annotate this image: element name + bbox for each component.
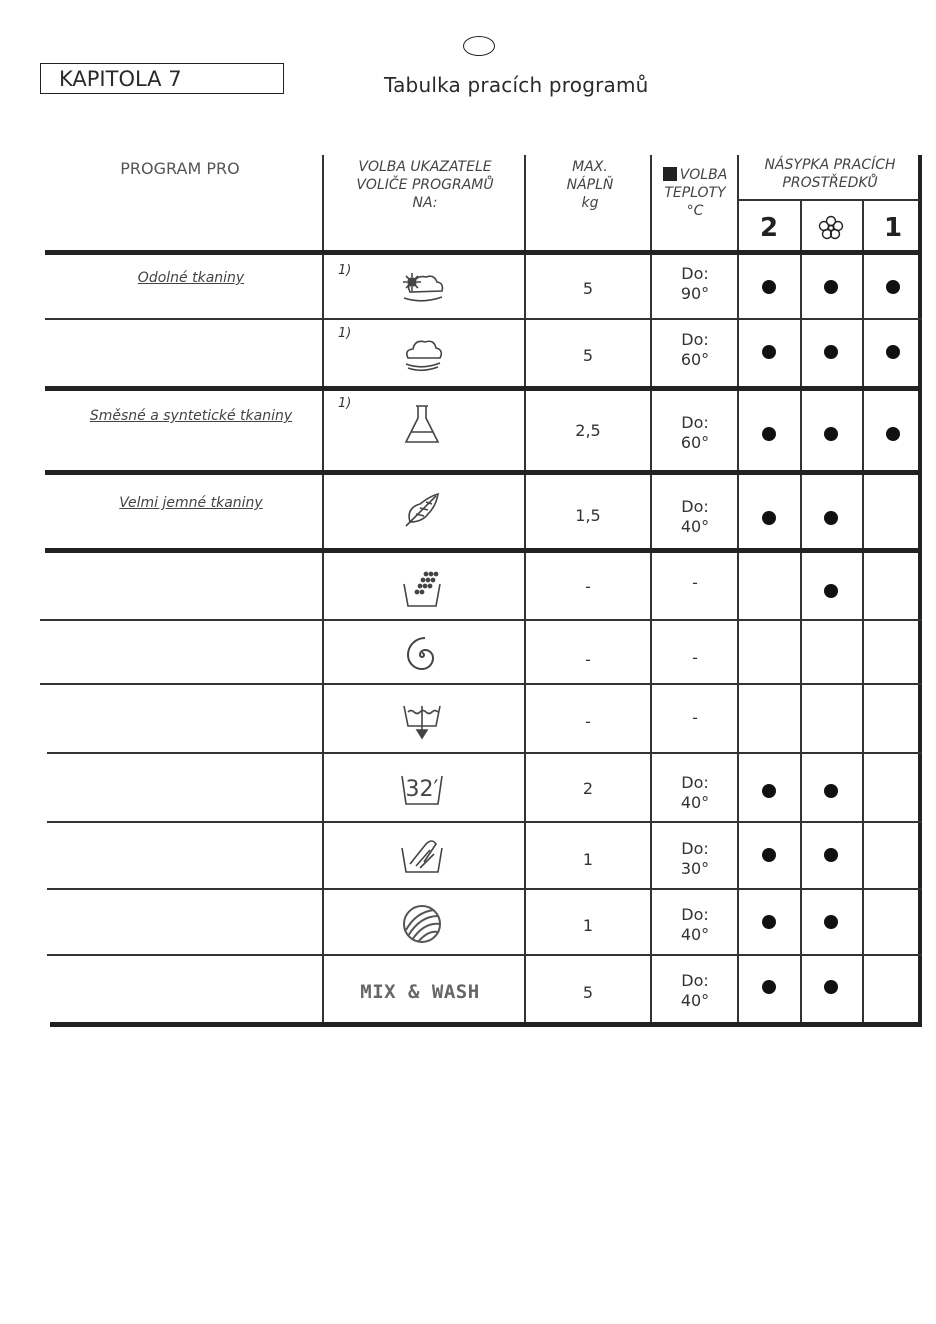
max-load-value: 1,5 xyxy=(575,506,601,525)
header-temp-line1: VOLBA xyxy=(679,167,728,183)
header-load-line1: MAX. xyxy=(572,159,608,175)
header-load-line2: NÁPLŇ xyxy=(566,177,614,193)
synthetics-flask-icon xyxy=(396,402,448,446)
dispenser-dot xyxy=(762,848,776,862)
grid-line xyxy=(47,888,922,890)
max-load-value: - xyxy=(585,577,591,596)
temperature-max: 90° xyxy=(680,284,710,303)
temperature-max: 40° xyxy=(680,793,710,812)
dispenser-dot xyxy=(762,345,776,359)
grid-line xyxy=(918,155,922,1027)
grid-line xyxy=(45,250,922,255)
dispenser-dot xyxy=(824,511,838,525)
temperature-prefix: Do: xyxy=(681,264,709,283)
header-load xyxy=(530,158,650,212)
grid-line xyxy=(45,548,922,553)
grid-line xyxy=(47,954,922,956)
program-name: Odolné tkaniny xyxy=(137,270,245,286)
intensive-wash-icon xyxy=(396,262,448,306)
dispenser-dot xyxy=(824,980,838,994)
grid-line xyxy=(862,199,864,1024)
header-load-line3: kg xyxy=(581,195,599,211)
quick-32-icon-text: 32′ xyxy=(405,777,439,802)
temperature-value xyxy=(652,413,738,453)
grid-line xyxy=(40,683,922,685)
program-name: Velmi jemné tkaniny xyxy=(119,495,263,511)
temperature-prefix: Do: xyxy=(681,413,709,432)
temperature-value xyxy=(652,497,738,537)
temperature-prefix: Do: xyxy=(681,773,709,792)
temperature-value xyxy=(652,648,738,668)
temperature-max: 60° xyxy=(680,433,710,452)
dispenser-dot xyxy=(824,427,838,441)
header-dispenser-line1: NÁSYPKA PRACÍCH xyxy=(764,157,896,173)
dispenser-dot xyxy=(762,784,776,798)
temperature-value xyxy=(652,971,738,1011)
max-load-value: 1 xyxy=(582,916,594,935)
header-dispenser-line2: PROSTŘEDKŮ xyxy=(782,175,878,191)
temperature-value xyxy=(652,839,738,879)
temperature-value xyxy=(652,773,738,813)
temperature-max: - xyxy=(692,573,698,592)
temperature-value xyxy=(652,264,738,304)
temperature-prefix: Do: xyxy=(681,905,709,924)
grid-line xyxy=(800,199,802,1024)
grid-line xyxy=(47,752,922,754)
footnote-mark: 1) xyxy=(338,263,352,278)
header-selector-line2: VOLIČE PROGRAMŮ xyxy=(356,177,494,193)
dispenser-dot xyxy=(762,427,776,441)
header-selector-line1: VOLBA UKAZATELE xyxy=(358,159,492,175)
temperature-value xyxy=(652,708,738,728)
header-temp xyxy=(652,166,738,220)
temperature-value xyxy=(652,573,738,593)
flower-icon xyxy=(818,215,844,241)
temperature-max: 40° xyxy=(680,517,710,536)
header-selector xyxy=(326,158,524,212)
max-load-value: 5 xyxy=(582,279,594,298)
temperature-prefix: Do: xyxy=(681,971,709,990)
dispenser-dot xyxy=(886,427,900,441)
header-dispenser xyxy=(740,156,920,192)
grid-line xyxy=(40,619,922,621)
temperature-max: 30° xyxy=(680,859,710,878)
max-load-value: - xyxy=(585,712,591,731)
dispenser-dot xyxy=(824,584,838,598)
grid-line xyxy=(50,1022,922,1027)
rinse-shower-icon xyxy=(396,568,448,612)
header-selector-line3: NA: xyxy=(412,195,438,211)
max-load-value: - xyxy=(585,650,591,669)
grid-line xyxy=(47,821,922,823)
dispenser-dot xyxy=(886,280,900,294)
temperature-max: 60° xyxy=(680,350,710,369)
max-load-value: 5 xyxy=(582,346,594,365)
header-temp-line3: °C xyxy=(686,203,704,219)
spin-spiral-icon xyxy=(396,633,448,677)
max-load-value: 1 xyxy=(582,850,594,869)
temperature-value xyxy=(652,905,738,945)
max-load-value: 2,5 xyxy=(575,421,601,440)
wool-icon xyxy=(396,902,448,946)
dispenser-dot xyxy=(762,280,776,294)
dispenser-dot xyxy=(824,345,838,359)
mix-and-wash-label: MIX & WASH xyxy=(360,981,480,1003)
header-temp-line2: TEPLOTY xyxy=(664,185,726,201)
temperature-prefix: Do: xyxy=(681,839,709,858)
temperature-max: 40° xyxy=(680,991,710,1010)
grid-line xyxy=(45,318,922,320)
max-load-value: 5 xyxy=(582,983,594,1002)
hand-wash-icon xyxy=(396,834,448,878)
dispenser-dot xyxy=(824,784,838,798)
max-load-value: 2 xyxy=(582,779,594,798)
cotton-wash-icon xyxy=(396,330,448,374)
dispenser-dot xyxy=(886,345,900,359)
grid-line xyxy=(45,470,922,475)
program-name: Směsné a syntetické tkaniny xyxy=(89,408,293,424)
footnote-mark: 1) xyxy=(338,326,352,341)
grid-line xyxy=(322,155,324,1024)
dispenser-dot xyxy=(762,915,776,929)
temperature-max: 40° xyxy=(680,925,710,944)
grid-line xyxy=(737,199,921,201)
temperature-value xyxy=(652,330,738,370)
black-square-icon xyxy=(663,167,677,181)
grid-line xyxy=(45,386,922,391)
temperature-max: - xyxy=(692,648,698,667)
dispenser-dot xyxy=(824,915,838,929)
header-program: PROGRAM PRO xyxy=(120,159,240,178)
compartment-2: 2 xyxy=(759,213,779,243)
temperature-prefix: Do: xyxy=(681,330,709,349)
dispenser-dot xyxy=(824,280,838,294)
dispenser-dot xyxy=(824,848,838,862)
page-title: Tabulka pracích programů xyxy=(384,73,649,97)
temperature-max: - xyxy=(692,708,698,727)
temperature-prefix: Do: xyxy=(681,497,709,516)
chapter-label: KAPITOLA 7 xyxy=(40,63,284,94)
language-badge xyxy=(463,36,495,56)
dispenser-dot xyxy=(762,980,776,994)
quick-32-icon xyxy=(396,766,448,810)
delicates-feather-icon xyxy=(396,488,448,532)
footnote-mark: 1) xyxy=(338,396,352,411)
drain-icon xyxy=(396,698,448,742)
dispenser-dot xyxy=(762,511,776,525)
compartment-1: 1 xyxy=(883,213,903,243)
